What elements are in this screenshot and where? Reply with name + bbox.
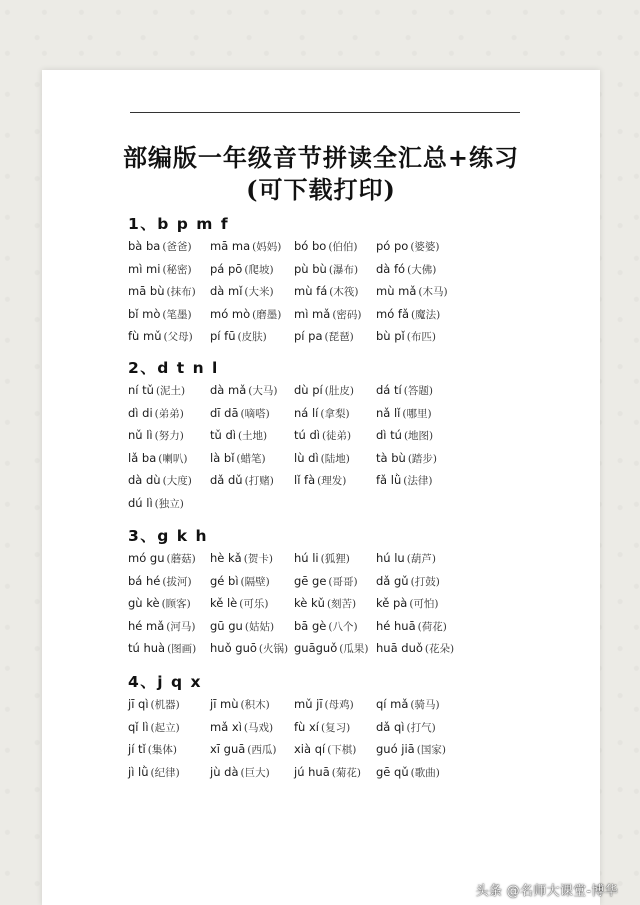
pinyin: hé huā [376, 618, 416, 633]
word-row [128, 307, 598, 327]
word-row [128, 428, 598, 448]
hanzi: (集体) [147, 744, 177, 757]
word-item [376, 641, 454, 656]
word-item [294, 697, 354, 712]
hanzi: (陆地) [320, 452, 350, 465]
hanzi: (土地) [237, 430, 268, 443]
word-item [128, 619, 195, 634]
word-item [128, 307, 192, 322]
pinyin: dà mǐ [210, 284, 243, 299]
pinyin: dà fó [376, 261, 406, 276]
hanzi: (河马) [166, 620, 196, 633]
pinyin: bá hé [128, 573, 161, 588]
hanzi: (皮肤) [237, 331, 267, 344]
hanzi: (答题) [403, 385, 433, 397]
pinyin: xī guā [210, 742, 246, 757]
hanzi: (姑姑) [244, 620, 275, 633]
pinyin: jù dà [210, 764, 239, 779]
word-item [294, 551, 350, 566]
pinyin: tú dì [294, 428, 320, 443]
word-item [128, 496, 184, 511]
pinyin: lǐ fà [294, 473, 316, 488]
hanzi: (努力) [154, 430, 184, 443]
word-item [210, 262, 274, 277]
hanzi: (笔墨) [162, 308, 192, 321]
word-item [128, 383, 185, 398]
word-item [376, 284, 448, 299]
hanzi: (喇叭) [158, 452, 188, 465]
pinyin: dī dā [210, 405, 239, 420]
word-row [128, 451, 598, 471]
word-item [210, 428, 267, 443]
word-item [294, 619, 358, 634]
pinyin: pù bù [294, 261, 327, 276]
hanzi: (伯伯) [328, 241, 358, 253]
pinyin: pí fū [210, 329, 236, 344]
pinyin: mù mǎ [376, 284, 417, 299]
word-item [294, 742, 356, 757]
pinyin: bā gè [294, 618, 327, 633]
pinyin: mǔ jī [294, 697, 323, 711]
word-item [376, 451, 437, 466]
pinyin: mì mi [128, 261, 161, 276]
section-heading: 2、d t n l [128, 359, 219, 377]
hanzi: (顾客) [161, 598, 191, 611]
pinyin: jú huā [294, 764, 330, 779]
hanzi: (西瓜) [247, 744, 277, 757]
word-item [210, 239, 281, 254]
hanzi: (魔法) [411, 308, 441, 321]
pinyin: kě lè [210, 596, 238, 611]
word-item [128, 551, 196, 566]
hanzi: (磨墨) [252, 308, 282, 321]
word-item [128, 697, 180, 712]
pinyin: qǐ lì [128, 719, 149, 734]
word-item [210, 697, 270, 712]
word-row [128, 551, 598, 571]
hanzi: (花朵) [424, 643, 455, 656]
pinyin: kě pà [376, 596, 408, 611]
hanzi: (隔壁) [240, 575, 270, 588]
pinyin: lǎ ba [128, 450, 157, 465]
pinyin: mó mò [210, 306, 251, 321]
word-row [128, 496, 598, 516]
pinyin: pá pō [210, 261, 243, 276]
word-item [128, 641, 196, 656]
hanzi: (荷花) [417, 620, 447, 633]
word-item [376, 329, 436, 344]
word-item [210, 406, 270, 421]
word-row [128, 765, 598, 785]
word-item [294, 329, 354, 344]
word-item [294, 307, 362, 322]
pinyin: dú lì [128, 496, 153, 510]
word-item [294, 428, 351, 443]
pinyin: xià qí [294, 742, 326, 757]
hanzi: (大度) [162, 475, 192, 488]
hanzi: (哥哥) [328, 575, 358, 588]
word-item [210, 473, 274, 488]
word-item [128, 720, 180, 735]
pinyin: bó bo [294, 239, 327, 253]
word-item [210, 720, 273, 735]
pinyin: mā bù [128, 284, 165, 299]
word-item [128, 451, 187, 466]
hanzi: (狐狸) [320, 553, 350, 565]
pinyin: nǔ lì [128, 428, 153, 443]
word-item [294, 284, 358, 299]
pinyin: tà bù [376, 450, 406, 465]
word-item [376, 596, 439, 611]
pinyin: dǎ gǔ [376, 573, 409, 588]
pinyin: gù kè [128, 596, 160, 611]
hanzi: (积木) [240, 699, 270, 711]
word-item [294, 473, 346, 488]
pinyin: jī qì [128, 697, 149, 711]
hanzi: (瀑布) [328, 263, 359, 276]
word-item [294, 406, 350, 421]
word-row [128, 697, 598, 717]
pinyin: pí pa [294, 329, 323, 344]
hanzi: (徒弟) [321, 430, 352, 443]
word-item [210, 551, 273, 566]
pinyin: qí mǎ [376, 697, 409, 711]
word-item [376, 765, 440, 780]
hanzi: (打赌) [244, 475, 274, 488]
word-item [294, 596, 356, 611]
word-item [294, 574, 358, 589]
word-item [294, 765, 361, 780]
hanzi: (独立) [154, 498, 184, 510]
hanzi: (布匹) [406, 331, 436, 344]
pinyin: dù pí [294, 383, 323, 397]
word-item [294, 451, 350, 466]
word-item [376, 239, 440, 254]
hanzi: (八个) [328, 620, 358, 633]
hanzi: (马戏) [243, 721, 274, 734]
hanzi: (木马) [418, 286, 448, 299]
word-row [128, 720, 598, 740]
hanzi: (琵琶) [324, 331, 354, 344]
pinyin: jí tǐ [128, 742, 146, 757]
pinyin: lù dì [294, 450, 319, 465]
word-item [128, 262, 192, 277]
hanzi: (火锅) [258, 643, 289, 656]
hanzi: (弟弟) [154, 407, 184, 420]
pinyin: bǐ mò [128, 306, 161, 321]
word-item [210, 619, 274, 634]
word-row [128, 383, 598, 403]
pinyin: guāguǒ [294, 641, 338, 656]
hanzi: (大马) [248, 385, 278, 397]
pinyin: fù mǔ [128, 329, 162, 344]
word-item [128, 574, 192, 589]
hanzi: (法律) [403, 475, 433, 488]
word-row [128, 329, 598, 349]
hanzi: (父母) [163, 331, 193, 344]
pinyin: hú li [294, 551, 319, 565]
hanzi: (理发) [317, 475, 347, 488]
pinyin: hú lu [376, 551, 405, 565]
word-item [376, 262, 436, 277]
hanzi: (机器) [150, 699, 180, 711]
hanzi: (可乐) [239, 598, 269, 611]
pinyin: dì di [128, 405, 153, 420]
hanzi: (打气) [406, 721, 436, 734]
hanzi: (踏步) [407, 452, 438, 465]
pinyin: dá tí [376, 383, 402, 397]
section-heading: 4、j q x [128, 673, 202, 691]
hanzi: (纪律) [150, 766, 180, 779]
pinyin: tú huà [128, 641, 166, 656]
word-item [210, 329, 267, 344]
pinyin: nǎ lǐ [376, 405, 401, 420]
word-row [128, 239, 598, 259]
pinyin: dǎ dǔ [210, 473, 243, 488]
section-heading: 1、b p m f [128, 215, 230, 233]
word-item [376, 307, 440, 322]
page-title: 部编版一年级音节拼读全汇总+练习 [122, 143, 520, 172]
hanzi: (泥土) [155, 385, 186, 397]
pinyin: bà ba [128, 239, 161, 253]
word-row [128, 262, 598, 282]
hanzi: (刻苦) [326, 598, 357, 611]
hanzi: (妈妈) [252, 241, 282, 253]
pinyin: mā ma [210, 239, 251, 253]
word-item [128, 428, 184, 443]
pinyin: jī mù [210, 697, 239, 711]
word-item [128, 473, 192, 488]
hanzi: (抹布) [166, 286, 196, 299]
page-subtitle: (可下载打印) [246, 175, 396, 204]
pinyin: là bǐ [210, 450, 235, 465]
hanzi: (爸爸) [162, 241, 192, 253]
pinyin: gé bì [210, 573, 239, 588]
word-row [128, 284, 598, 304]
top-divider [130, 112, 520, 113]
word-item [128, 239, 192, 254]
word-item [376, 742, 446, 757]
hanzi: (秘密) [162, 263, 192, 276]
word-item [376, 383, 433, 398]
pinyin: tǔ dì [210, 428, 236, 443]
hanzi: (贺卡) [243, 553, 273, 565]
word-item [376, 697, 440, 712]
pinyin: kè kǔ [294, 596, 325, 611]
word-item [210, 596, 268, 611]
pinyin: mì mǎ [294, 306, 331, 321]
pinyin: huā duǒ [376, 641, 423, 656]
pinyin: dà mǎ [210, 383, 247, 397]
hanzi: (菊花) [331, 766, 361, 779]
word-item [376, 619, 447, 634]
hanzi: (爬坡) [244, 263, 274, 276]
hanzi: (可怕) [409, 598, 439, 611]
word-item [128, 765, 180, 780]
word-row [128, 596, 598, 616]
pinyin: fù xí [294, 719, 319, 734]
pinyin: hé mǎ [128, 618, 165, 633]
word-item [294, 383, 354, 398]
hanzi: (木筏) [329, 286, 359, 299]
pinyin: mó fǎ [376, 306, 409, 321]
word-item [210, 451, 266, 466]
word-item [128, 406, 184, 421]
hanzi: (复习) [321, 721, 351, 734]
word-row [128, 574, 598, 594]
hanzi: (嘀嗒) [240, 407, 270, 420]
pinyin: gē ge [294, 573, 327, 588]
hanzi: (密码) [332, 308, 362, 321]
pinyin: ní tǔ [128, 383, 154, 397]
word-item [210, 574, 270, 589]
pinyin: dǎ qì [376, 719, 405, 734]
word-row [128, 641, 598, 661]
hanzi: (大佛) [407, 263, 437, 276]
pinyin: bù pǐ [376, 329, 405, 344]
hanzi: (拔河) [162, 575, 192, 588]
hanzi: (蜡笔) [236, 452, 266, 465]
word-item [294, 239, 358, 254]
word-item [294, 641, 368, 656]
hanzi: (巨大) [240, 766, 270, 779]
word-item [210, 307, 281, 322]
watermark: 头条 @名师大课堂-博华 [475, 884, 618, 899]
word-item [210, 742, 277, 757]
word-item [210, 284, 274, 299]
word-item [210, 765, 270, 780]
worksheet-page [42, 70, 600, 905]
word-item [376, 574, 440, 589]
pinyin: mù fá [294, 284, 328, 299]
word-item [128, 284, 196, 299]
word-row [128, 473, 598, 493]
pinyin: fǎ lǜ [376, 473, 402, 488]
pinyin: jì lǜ [128, 764, 149, 779]
hanzi: (肚皮) [324, 385, 354, 397]
hanzi: (下棋) [327, 744, 357, 757]
hanzi: (大米) [244, 286, 274, 299]
word-item [128, 742, 177, 757]
word-item [376, 428, 433, 443]
pinyin: gū gu [210, 618, 243, 633]
hanzi: (图画) [167, 643, 197, 656]
hanzi: (葫芦) [406, 553, 436, 565]
pinyin: mǎ xì [210, 719, 242, 734]
hanzi: (歌曲) [410, 766, 440, 779]
hanzi: (拿梨) [320, 407, 350, 420]
hanzi: (母鸡) [324, 699, 354, 711]
pinyin: huǒ guō [210, 641, 257, 656]
hanzi: (地图) [403, 430, 434, 443]
pinyin: pó po [376, 239, 409, 253]
section-heading: 3、g k h [128, 527, 209, 545]
pinyin: dì tú [376, 428, 402, 443]
hanzi: (哪里) [402, 407, 432, 420]
hanzi: (婆婆) [410, 241, 440, 253]
pinyin: guó jiā [376, 742, 415, 757]
word-item [376, 473, 432, 488]
hanzi: (骑马) [410, 699, 440, 711]
word-item [210, 641, 288, 656]
word-item [210, 383, 277, 398]
word-item [376, 720, 436, 735]
pinyin: gē qǔ [376, 764, 409, 779]
word-item [294, 262, 358, 277]
hanzi: (打鼓) [410, 575, 440, 588]
word-item [128, 596, 191, 611]
word-item [128, 329, 193, 344]
hanzi: (蘑菇) [166, 553, 196, 565]
pinyin: hè kǎ [210, 551, 242, 565]
hanzi: (起立) [150, 721, 180, 734]
pinyin: dà dù [128, 473, 161, 488]
word-row [128, 619, 598, 639]
pinyin: ná lí [294, 405, 319, 420]
word-row [128, 742, 598, 762]
hanzi: (国家) [416, 744, 446, 757]
word-item [294, 720, 350, 735]
pinyin: mó gu [128, 551, 165, 565]
word-item [376, 551, 436, 566]
word-item [376, 406, 432, 421]
hanzi: (瓜果) [339, 643, 369, 656]
word-row [128, 406, 598, 426]
